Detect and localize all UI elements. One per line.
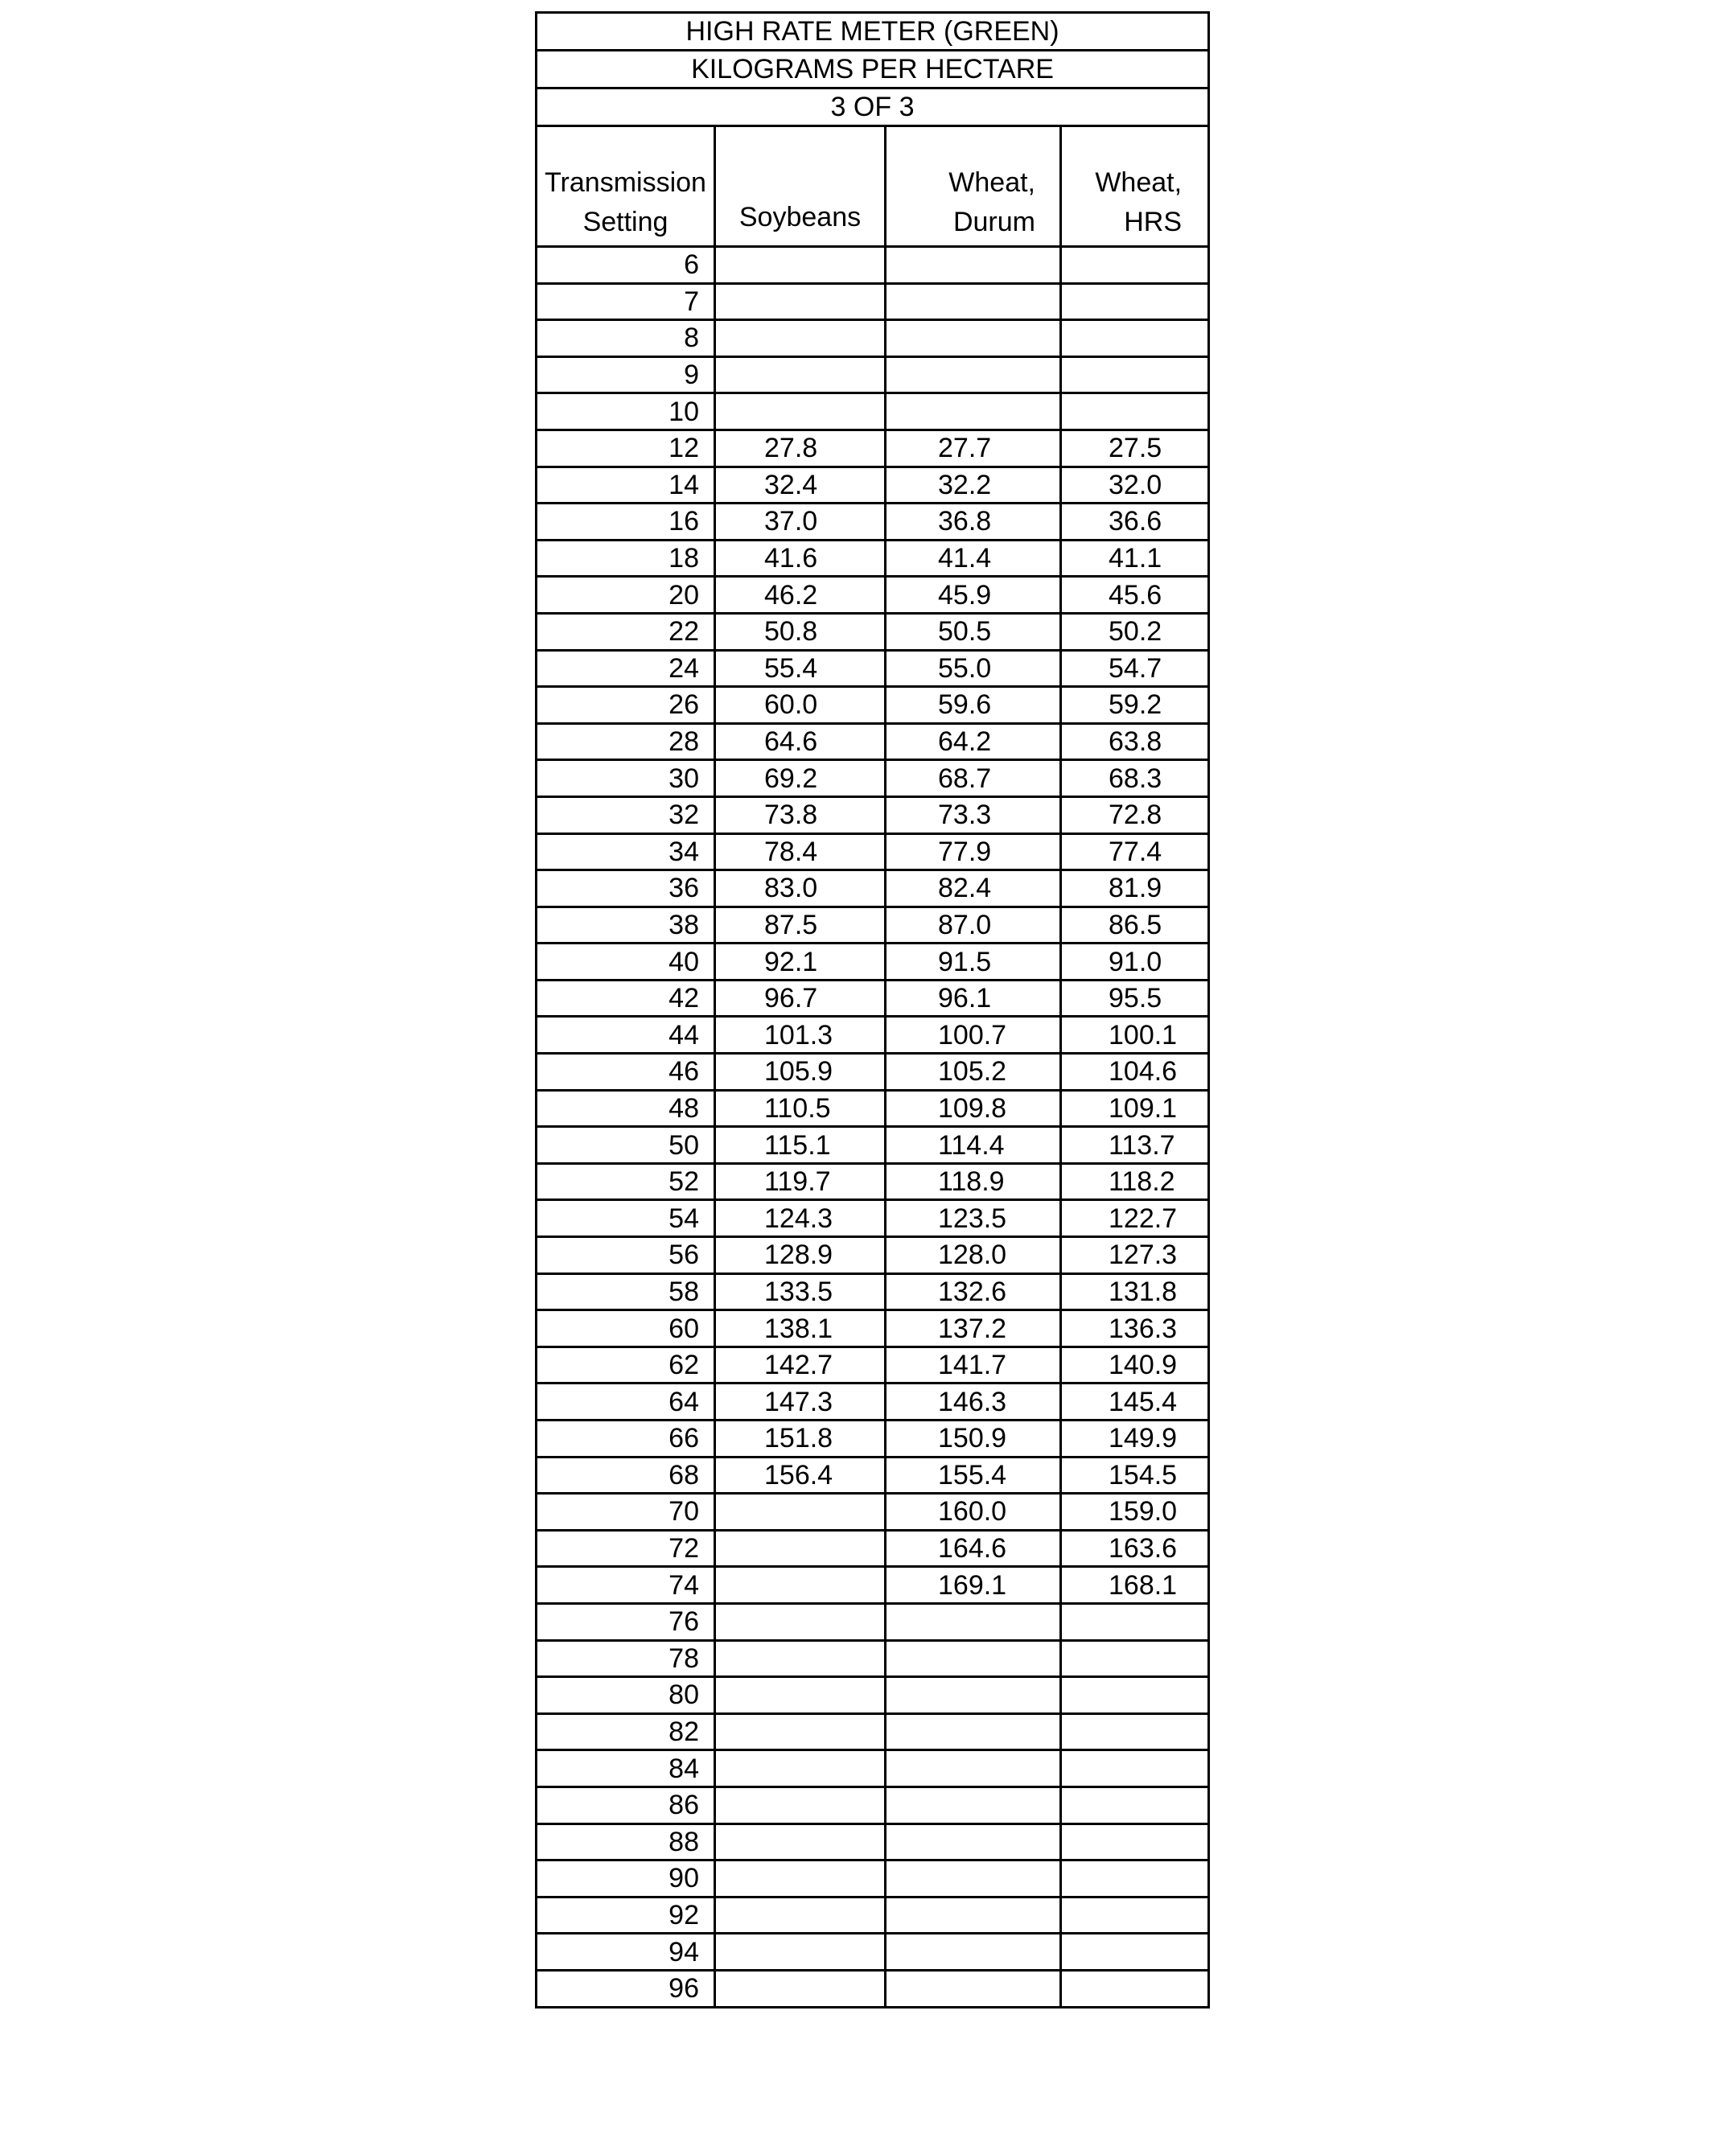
- cell-wheat-hrs: 163.6: [1061, 1530, 1209, 1567]
- cell-setting: 44: [537, 1017, 715, 1054]
- cell-wheat-hrs: 159.0: [1061, 1494, 1209, 1531]
- cell-wheat-hrs: 127.3: [1061, 1237, 1209, 1274]
- cell-soybeans: 142.7: [715, 1347, 886, 1384]
- cell-soybeans: 128.9: [715, 1237, 886, 1274]
- table-row: [537, 1054, 1209, 1091]
- cell-setting: 78: [537, 1640, 715, 1677]
- table-row: [537, 1200, 1209, 1237]
- table-row: [537, 504, 1209, 541]
- cell-wheat-hrs: 86.5: [1061, 907, 1209, 944]
- table-row: [537, 1163, 1209, 1200]
- cell-soybeans: 147.3: [715, 1384, 886, 1421]
- cell-setting: 54: [537, 1200, 715, 1237]
- cell-setting: 72: [537, 1530, 715, 1567]
- cell-soybeans: 151.8: [715, 1421, 886, 1458]
- cell-wheat-durum: 146.3: [886, 1384, 1061, 1421]
- cell-wheat-hrs: 118.2: [1061, 1163, 1209, 1200]
- cell-setting: 70: [537, 1494, 715, 1531]
- cell-wheat-durum: 77.9: [886, 833, 1061, 870]
- cell-wheat-hrs: 45.6: [1061, 577, 1209, 614]
- table-row: [537, 1603, 1209, 1640]
- cell-setting: 46: [537, 1054, 715, 1091]
- cell-wheat-hrs: 95.5: [1061, 980, 1209, 1017]
- table-row: [537, 283, 1209, 320]
- cell-wheat-durum: [886, 283, 1061, 320]
- cell-setting: 56: [537, 1237, 715, 1274]
- cell-wheat-durum: [886, 1713, 1061, 1750]
- cell-soybeans: 73.8: [715, 796, 886, 833]
- cell-setting: 48: [537, 1090, 715, 1127]
- cell-soybeans: [715, 393, 886, 430]
- cell-wheat-hrs: 154.5: [1061, 1457, 1209, 1494]
- cell-setting: 38: [537, 907, 715, 944]
- cell-wheat-durum: [886, 1786, 1061, 1823]
- cell-setting: 36: [537, 870, 715, 907]
- header-hrs-line1: Wheat,: [1095, 167, 1183, 198]
- table-title: HIGH RATE METER (GREEN): [537, 13, 1209, 51]
- cell-wheat-durum: 169.1: [886, 1567, 1061, 1604]
- cell-soybeans: 138.1: [715, 1310, 886, 1347]
- cell-soybeans: [715, 1677, 886, 1714]
- cell-wheat-durum: 132.6: [886, 1273, 1061, 1310]
- cell-soybeans: 124.3: [715, 1200, 886, 1237]
- table-row: [537, 980, 1209, 1017]
- cell-setting: 90: [537, 1860, 715, 1897]
- cell-wheat-hrs: [1061, 1897, 1209, 1934]
- cell-setting: 10: [537, 393, 715, 430]
- cell-setting: 74: [537, 1567, 715, 1604]
- cell-setting: 86: [537, 1786, 715, 1823]
- cell-setting: 64: [537, 1384, 715, 1421]
- header-wheat-durum: [886, 126, 1061, 247]
- cell-soybeans: [715, 283, 886, 320]
- cell-wheat-durum: 118.9: [886, 1163, 1061, 1200]
- cell-soybeans: 64.6: [715, 723, 886, 760]
- cell-wheat-hrs: 68.3: [1061, 760, 1209, 797]
- table-row: [537, 687, 1209, 724]
- cell-wheat-durum: [886, 1640, 1061, 1677]
- cell-setting: 30: [537, 760, 715, 797]
- table-row: [537, 1310, 1209, 1347]
- cell-wheat-durum: 50.5: [886, 613, 1061, 650]
- cell-wheat-durum: 128.0: [886, 1237, 1061, 1274]
- table-row: [537, 393, 1209, 430]
- table-row: [537, 1677, 1209, 1714]
- cell-wheat-hrs: [1061, 320, 1209, 357]
- cell-setting: 92: [537, 1897, 715, 1934]
- cell-soybeans: [715, 1603, 886, 1640]
- cell-wheat-hrs: 54.7: [1061, 650, 1209, 687]
- cell-wheat-durum: [886, 1750, 1061, 1787]
- cell-setting: 66: [537, 1421, 715, 1458]
- cell-wheat-hrs: 109.1: [1061, 1090, 1209, 1127]
- cell-wheat-durum: 164.6: [886, 1530, 1061, 1567]
- cell-soybeans: 41.6: [715, 540, 886, 577]
- table-row: [537, 944, 1209, 981]
- cell-wheat-durum: [886, 1603, 1061, 1640]
- table-row: [537, 1273, 1209, 1310]
- rate-table: [535, 11, 1210, 2008]
- cell-wheat-hrs: 41.1: [1061, 540, 1209, 577]
- cell-wheat-hrs: 77.4: [1061, 833, 1209, 870]
- cell-wheat-durum: [886, 356, 1061, 393]
- table-row: [537, 833, 1209, 870]
- cell-soybeans: 101.3: [715, 1017, 886, 1054]
- header-setting-line2: Setting: [582, 207, 668, 237]
- cell-wheat-durum: 36.8: [886, 504, 1061, 541]
- table-row: [537, 1421, 1209, 1458]
- cell-setting: 28: [537, 723, 715, 760]
- table-row: [537, 870, 1209, 907]
- cell-soybeans: [715, 1750, 886, 1787]
- cell-setting: 80: [537, 1677, 715, 1714]
- cell-wheat-durum: 141.7: [886, 1347, 1061, 1384]
- cell-wheat-durum: [886, 320, 1061, 357]
- cell-soybeans: [715, 1494, 886, 1531]
- cell-setting: 7: [537, 283, 715, 320]
- cell-wheat-durum: [886, 1934, 1061, 1971]
- cell-wheat-durum: 32.2: [886, 467, 1061, 504]
- cell-setting: 96: [537, 1970, 715, 2007]
- cell-soybeans: [715, 1860, 886, 1897]
- table-units: KILOGRAMS PER HECTARE: [537, 51, 1209, 88]
- cell-setting: 9: [537, 356, 715, 393]
- table-row: [537, 1530, 1209, 1567]
- cell-soybeans: 92.1: [715, 944, 886, 981]
- cell-wheat-durum: [886, 1970, 1061, 2007]
- cell-wheat-durum: 87.0: [886, 907, 1061, 944]
- cell-wheat-durum: [886, 247, 1061, 284]
- cell-wheat-hrs: [1061, 1934, 1209, 1971]
- header-setting-line1: Transmission: [545, 167, 706, 198]
- table-row: [537, 1347, 1209, 1384]
- page-indicator: 3 OF 3: [537, 88, 1209, 126]
- cell-wheat-durum: [886, 1677, 1061, 1714]
- table-row: [537, 1860, 1209, 1897]
- header-wheat-hrs: [1061, 126, 1209, 247]
- table-row: [537, 1567, 1209, 1604]
- cell-wheat-durum: [886, 1860, 1061, 1897]
- cell-wheat-durum: 59.6: [886, 687, 1061, 724]
- cell-wheat-hrs: 100.1: [1061, 1017, 1209, 1054]
- cell-wheat-hrs: [1061, 1713, 1209, 1750]
- cell-setting: 22: [537, 613, 715, 650]
- cell-setting: 82: [537, 1713, 715, 1750]
- table-row: [537, 723, 1209, 760]
- cell-wheat-hrs: [1061, 1970, 1209, 2007]
- table-row: [537, 650, 1209, 687]
- cell-setting: 12: [537, 430, 715, 467]
- cell-soybeans: 37.0: [715, 504, 886, 541]
- cell-setting: 32: [537, 796, 715, 833]
- cell-wheat-hrs: 145.4: [1061, 1384, 1209, 1421]
- cell-wheat-hrs: 72.8: [1061, 796, 1209, 833]
- column-header-row: [537, 126, 1209, 247]
- cell-wheat-durum: [886, 1823, 1061, 1860]
- table-row: [537, 613, 1209, 650]
- cell-soybeans: 55.4: [715, 650, 886, 687]
- cell-soybeans: 27.8: [715, 430, 886, 467]
- cell-wheat-hrs: 136.3: [1061, 1310, 1209, 1347]
- cell-wheat-durum: 105.2: [886, 1054, 1061, 1091]
- cell-setting: 34: [537, 833, 715, 870]
- page-row: [537, 88, 1209, 126]
- cell-wheat-durum: 41.4: [886, 540, 1061, 577]
- units-row: [537, 51, 1209, 88]
- cell-wheat-hrs: 104.6: [1061, 1054, 1209, 1091]
- table-row: [537, 1237, 1209, 1274]
- cell-setting: 6: [537, 247, 715, 284]
- cell-wheat-hrs: 81.9: [1061, 870, 1209, 907]
- cell-soybeans: [715, 247, 886, 284]
- cell-wheat-hrs: 59.2: [1061, 687, 1209, 724]
- cell-soybeans: [715, 1530, 886, 1567]
- header-durum-line1: Wheat,: [948, 167, 1035, 198]
- cell-wheat-durum: 100.7: [886, 1017, 1061, 1054]
- cell-soybeans: [715, 1970, 886, 2007]
- header-durum-line2: Durum: [952, 207, 1035, 237]
- cell-setting: 42: [537, 980, 715, 1017]
- cell-wheat-hrs: 122.7: [1061, 1200, 1209, 1237]
- header-soybeans: Soybeans: [715, 126, 886, 247]
- cell-wheat-hrs: [1061, 393, 1209, 430]
- cell-wheat-hrs: [1061, 1750, 1209, 1787]
- cell-soybeans: 96.7: [715, 980, 886, 1017]
- cell-wheat-durum: 73.3: [886, 796, 1061, 833]
- cell-wheat-durum: 91.5: [886, 944, 1061, 981]
- cell-wheat-hrs: [1061, 1786, 1209, 1823]
- cell-setting: 60: [537, 1310, 715, 1347]
- cell-soybeans: 156.4: [715, 1457, 886, 1494]
- table-row: [537, 796, 1209, 833]
- cell-wheat-hrs: [1061, 247, 1209, 284]
- cell-wheat-hrs: [1061, 283, 1209, 320]
- cell-wheat-hrs: [1061, 1603, 1209, 1640]
- cell-wheat-hrs: 63.8: [1061, 723, 1209, 760]
- cell-soybeans: 32.4: [715, 467, 886, 504]
- cell-wheat-durum: 123.5: [886, 1200, 1061, 1237]
- cell-setting: 58: [537, 1273, 715, 1310]
- table-row: [537, 1384, 1209, 1421]
- cell-setting: 24: [537, 650, 715, 687]
- cell-wheat-durum: 155.4: [886, 1457, 1061, 1494]
- cell-setting: 40: [537, 944, 715, 981]
- cell-soybeans: 50.8: [715, 613, 886, 650]
- cell-setting: 88: [537, 1823, 715, 1860]
- cell-setting: 20: [537, 577, 715, 614]
- cell-soybeans: 133.5: [715, 1273, 886, 1310]
- table-row: [537, 430, 1209, 467]
- cell-wheat-durum: 150.9: [886, 1421, 1061, 1458]
- cell-wheat-hrs: [1061, 1860, 1209, 1897]
- cell-soybeans: 119.7: [715, 1163, 886, 1200]
- cell-soybeans: 87.5: [715, 907, 886, 944]
- cell-wheat-durum: 109.8: [886, 1090, 1061, 1127]
- table-row: [537, 1457, 1209, 1494]
- cell-setting: 50: [537, 1127, 715, 1164]
- cell-wheat-durum: 82.4: [886, 870, 1061, 907]
- cell-soybeans: 105.9: [715, 1054, 886, 1091]
- cell-wheat-hrs: [1061, 1677, 1209, 1714]
- cell-setting: 76: [537, 1603, 715, 1640]
- cell-soybeans: 60.0: [715, 687, 886, 724]
- cell-wheat-hrs: [1061, 1823, 1209, 1860]
- cell-soybeans: 46.2: [715, 577, 886, 614]
- cell-soybeans: [715, 1567, 886, 1604]
- cell-soybeans: 83.0: [715, 870, 886, 907]
- table-row: [537, 1897, 1209, 1934]
- cell-soybeans: [715, 1640, 886, 1677]
- table-row: [537, 577, 1209, 614]
- cell-setting: 16: [537, 504, 715, 541]
- table-row: [537, 1640, 1209, 1677]
- table-row: [537, 1934, 1209, 1971]
- cell-wheat-durum: 96.1: [886, 980, 1061, 1017]
- cell-wheat-durum: 27.7: [886, 430, 1061, 467]
- cell-soybeans: [715, 1823, 886, 1860]
- table-row: [537, 1970, 1209, 2007]
- cell-wheat-durum: 68.7: [886, 760, 1061, 797]
- cell-wheat-durum: 64.2: [886, 723, 1061, 760]
- cell-wheat-durum: 160.0: [886, 1494, 1061, 1531]
- cell-wheat-hrs: 36.6: [1061, 504, 1209, 541]
- table-row: [537, 1494, 1209, 1531]
- table-row: [537, 540, 1209, 577]
- cell-wheat-hrs: 149.9: [1061, 1421, 1209, 1458]
- cell-soybeans: 69.2: [715, 760, 886, 797]
- cell-soybeans: [715, 1897, 886, 1934]
- cell-setting: 26: [537, 687, 715, 724]
- cell-setting: 68: [537, 1457, 715, 1494]
- table-row: [537, 247, 1209, 284]
- cell-wheat-durum: 137.2: [886, 1310, 1061, 1347]
- cell-setting: 8: [537, 320, 715, 357]
- cell-setting: 84: [537, 1750, 715, 1787]
- table-row: [537, 1017, 1209, 1054]
- header-transmission-setting: [537, 126, 715, 247]
- cell-wheat-durum: [886, 393, 1061, 430]
- cell-soybeans: 115.1: [715, 1127, 886, 1164]
- cell-wheat-hrs: 50.2: [1061, 613, 1209, 650]
- title-row: [537, 13, 1209, 51]
- cell-wheat-hrs: 140.9: [1061, 1347, 1209, 1384]
- cell-wheat-hrs: [1061, 356, 1209, 393]
- table-row: [537, 467, 1209, 504]
- table-row: [537, 1127, 1209, 1164]
- cell-soybeans: 78.4: [715, 833, 886, 870]
- cell-soybeans: [715, 1786, 886, 1823]
- cell-wheat-hrs: 27.5: [1061, 430, 1209, 467]
- table-row: [537, 760, 1209, 797]
- cell-soybeans: [715, 320, 886, 357]
- cell-wheat-hrs: 168.1: [1061, 1567, 1209, 1604]
- table-row: [537, 907, 1209, 944]
- cell-soybeans: [715, 356, 886, 393]
- cell-setting: 52: [537, 1163, 715, 1200]
- header-hrs-line2: HRS: [1124, 207, 1183, 237]
- cell-wheat-hrs: 113.7: [1061, 1127, 1209, 1164]
- cell-setting: 14: [537, 467, 715, 504]
- table-row: [537, 1750, 1209, 1787]
- cell-setting: 94: [537, 1934, 715, 1971]
- table-row: [537, 1823, 1209, 1860]
- cell-wheat-durum: 55.0: [886, 650, 1061, 687]
- cell-wheat-hrs: 91.0: [1061, 944, 1209, 981]
- table-row: [537, 1713, 1209, 1750]
- table-row: [537, 1786, 1209, 1823]
- table-row: [537, 356, 1209, 393]
- cell-setting: 62: [537, 1347, 715, 1384]
- cell-wheat-durum: [886, 1897, 1061, 1934]
- seeding-rate-chart: [535, 11, 1207, 2008]
- cell-wheat-durum: 45.9: [886, 577, 1061, 614]
- cell-wheat-hrs: 32.0: [1061, 467, 1209, 504]
- cell-setting: 18: [537, 540, 715, 577]
- cell-soybeans: 110.5: [715, 1090, 886, 1127]
- table-row: [537, 320, 1209, 357]
- cell-wheat-hrs: [1061, 1640, 1209, 1677]
- cell-wheat-hrs: 131.8: [1061, 1273, 1209, 1310]
- table-row: [537, 1090, 1209, 1127]
- cell-wheat-durum: 114.4: [886, 1127, 1061, 1164]
- cell-soybeans: [715, 1934, 886, 1971]
- cell-soybeans: [715, 1713, 886, 1750]
